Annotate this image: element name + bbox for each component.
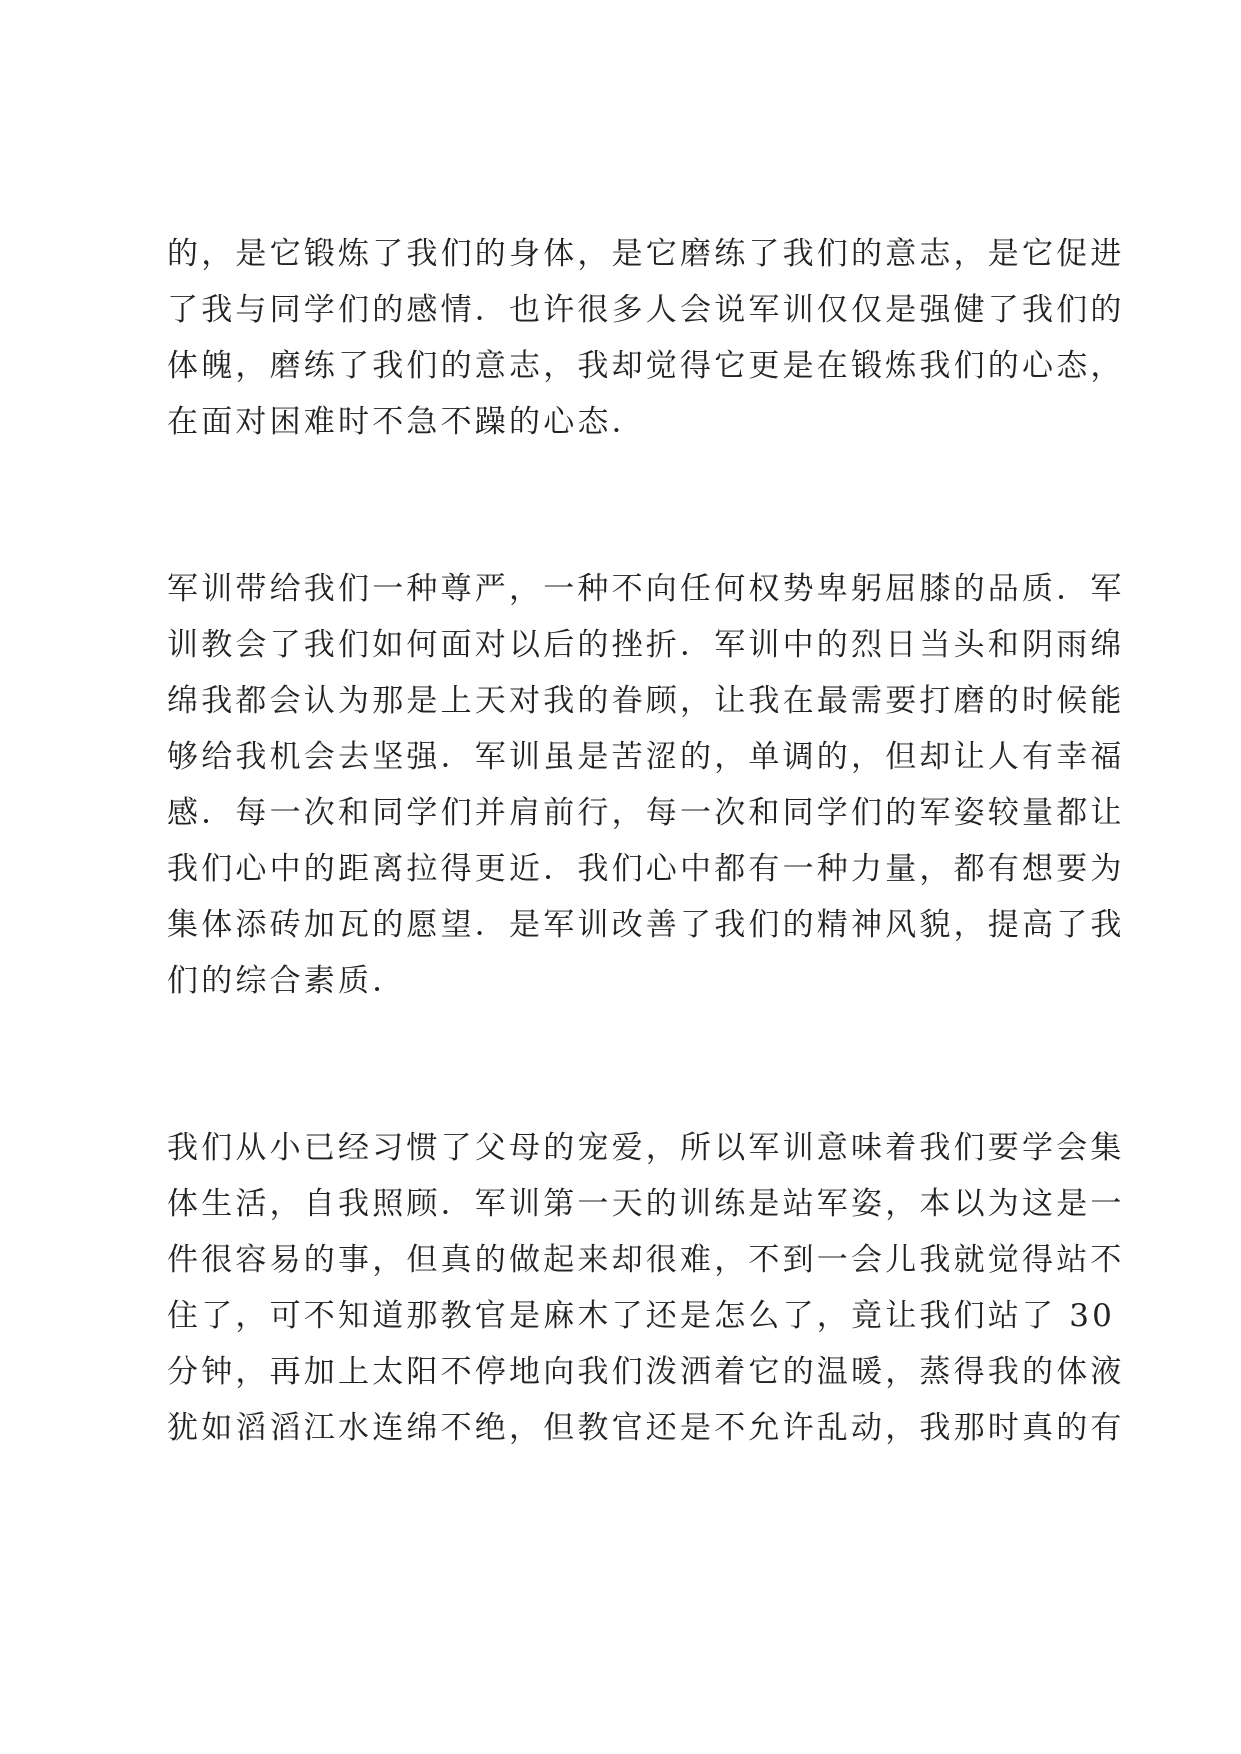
text-line: 集体添砖加瓦的愿望．是军训改善了我们的精神风貌，提高了我 — [167, 907, 1125, 943]
text-line: 我们心中的距离拉得更近．我们心中都有一种力量，都有想要为 — [167, 851, 1125, 887]
text-line: 了我与同学们的感情．也许很多人会说军训仅仅是强健了我们的 — [167, 292, 1125, 328]
paragraph-1 — [167, 226, 1125, 450]
text-line: 件很容易的事，但真的做起来却很难，不到一会儿我就觉得站不 — [167, 1242, 1125, 1278]
paragraph-2 — [167, 561, 1125, 1009]
text-line: 军训带给我们一种尊严，一种不向任何权势卑躬屈膝的品质．军 — [167, 571, 1125, 607]
text-line: 犹如滔滔江水连绵不绝，但教官还是不允许乱动，我那时真的有 — [167, 1410, 1125, 1446]
text-line: 住了，可不知道那教官是麻木了还是怎么了，竟让我们站了 30 — [167, 1298, 1116, 1334]
text-line: 训教会了我们如何面对以后的挫折．军训中的烈日当头和阴雨绵 — [167, 627, 1125, 663]
text-line: 感．每一次和同学们并肩前行，每一次和同学们的军姿较量都让 — [167, 795, 1125, 831]
paragraph-3 — [167, 1120, 1125, 1456]
paragraph-spacer — [167, 450, 1087, 561]
text-line: 分钟，再加上太阳不停地向我们泼洒着它的温暖，蒸得我的体液 — [167, 1354, 1125, 1390]
document-body — [167, 226, 1125, 1456]
text-line: 我们从小已经习惯了父母的宠爱，所以军训意味着我们要学会集 — [167, 1130, 1125, 1166]
text-line: 体魄，磨练了我们的意志，我却觉得它更是在锻炼我们的心态， — [167, 348, 1125, 384]
text-line: 体生活，自我照顾．军训第一天的训练是站军姿，本以为这是一 — [167, 1186, 1125, 1222]
paragraph-spacer — [167, 1009, 1087, 1120]
text-line: 的，是它锻炼了我们的身体，是它磨练了我们的意志，是它促进 — [167, 236, 1125, 272]
text-line: 够给我机会去坚强．军训虽是苦涩的，单调的，但却让人有幸福 — [167, 739, 1125, 775]
text-line: 们的综合素质． — [167, 963, 407, 999]
text-line: 绵我都会认为那是上天对我的眷顾，让我在最需要打磨的时候能 — [167, 683, 1125, 719]
text-line: 在面对困难时不急不躁的心态． — [167, 404, 646, 440]
